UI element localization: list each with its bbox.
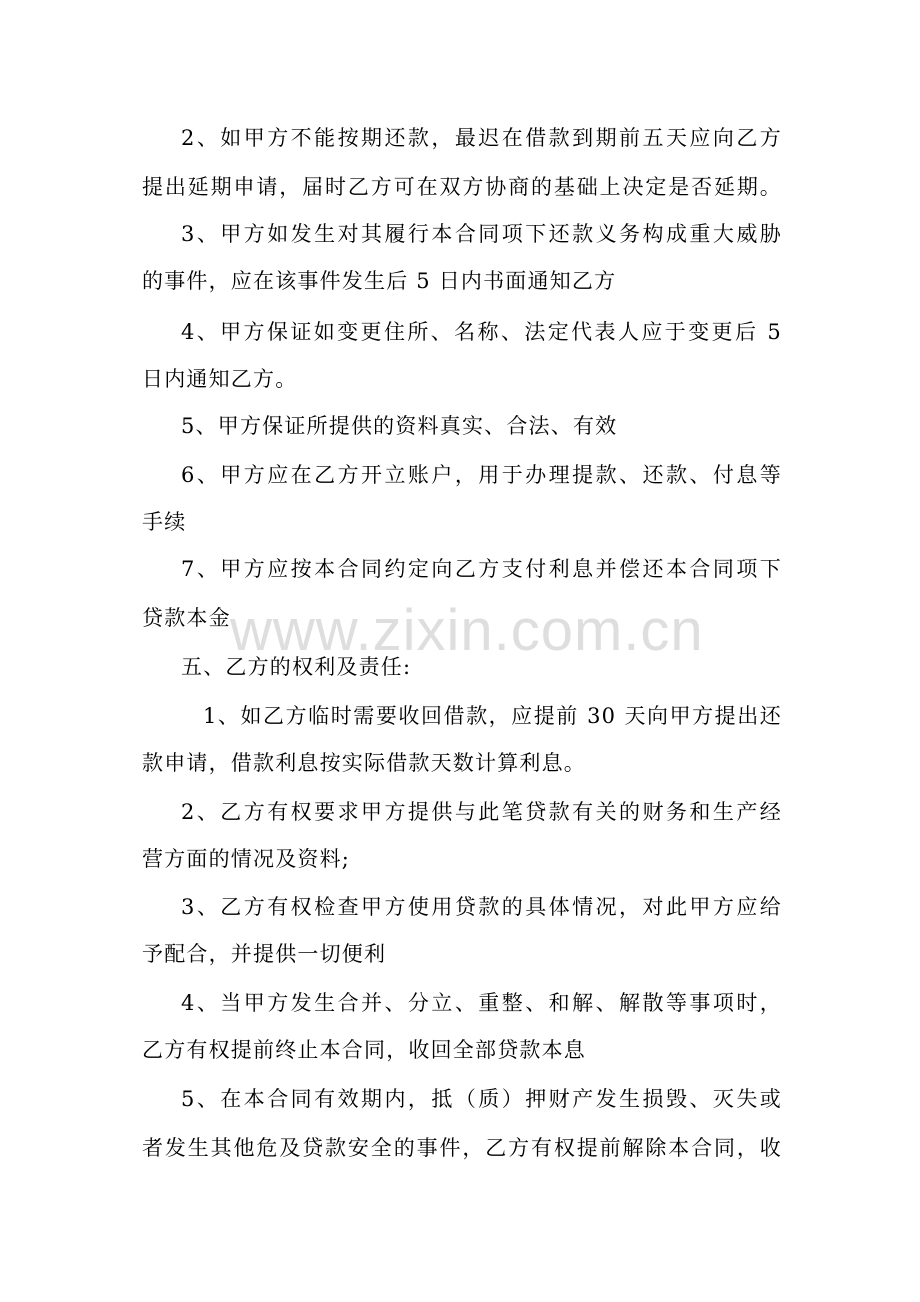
text-line: 1、如乙方临时需要收回借款，应提前 30 天向甲方提出还	[203, 704, 782, 728]
text-line: 乙方有权提前终止本合同，收回全部贷款本息	[142, 1038, 586, 1062]
text-line: 3、乙方有权检查甲方使用贷款的具体情况，对此甲方应给	[181, 895, 782, 919]
watermark: www.zixin.com.cn	[230, 598, 704, 663]
text-line: 6、甲方应在乙方开立账户，用于办理提款、还款、付息等	[181, 463, 782, 487]
text-line: 日内通知乙方。	[142, 367, 298, 391]
text-line: 者发生其他危及贷款安全的事件，乙方有权提前解除本合同，收	[142, 1136, 782, 1160]
text-line: 予配合，并提供一切便利	[142, 942, 387, 966]
text-line: 5、在本合同有效期内，抵（质）押财产发生损毁、灭失或	[181, 1087, 782, 1111]
text-line: 3、甲方如发生对其履行本合同项下还款义务构成重大威胁	[181, 222, 782, 246]
text-line: 2、如甲方不能按期还款，最迟在借款到期前五天应向乙方	[181, 126, 782, 150]
text-line: 款申请，借款利息按实际借款天数计算利息。	[142, 751, 586, 775]
text-line: 营方面的情况及资料;	[142, 847, 351, 871]
text-line: 5、甲方保证所提供的资料真实、合法、有效	[181, 414, 618, 438]
text-line: 2、乙方有权要求甲方提供与此笔贷款有关的财务和生产经	[181, 800, 782, 824]
text-line: 贷款本金	[142, 606, 231, 630]
text-line: 4、当甲方发生合并、分立、重整、和解、解散等事项时，	[181, 991, 782, 1015]
section-heading: 五、乙方的权利及责任:	[181, 655, 412, 679]
text-line: 提出延期申请，届时乙方可在双方协商的基础上决定是否延期。	[142, 175, 782, 199]
text-line: 的事件，应在该事件发生后 5 日内书面通知乙方	[142, 269, 617, 293]
text-line: 7、甲方应按本合同约定向乙方支付利息并偿还本合同项下	[181, 557, 782, 581]
text-line: 4、甲方保证如变更住所、名称、法定代表人应于变更后 5	[181, 320, 782, 344]
text-line: 手续	[142, 510, 187, 534]
